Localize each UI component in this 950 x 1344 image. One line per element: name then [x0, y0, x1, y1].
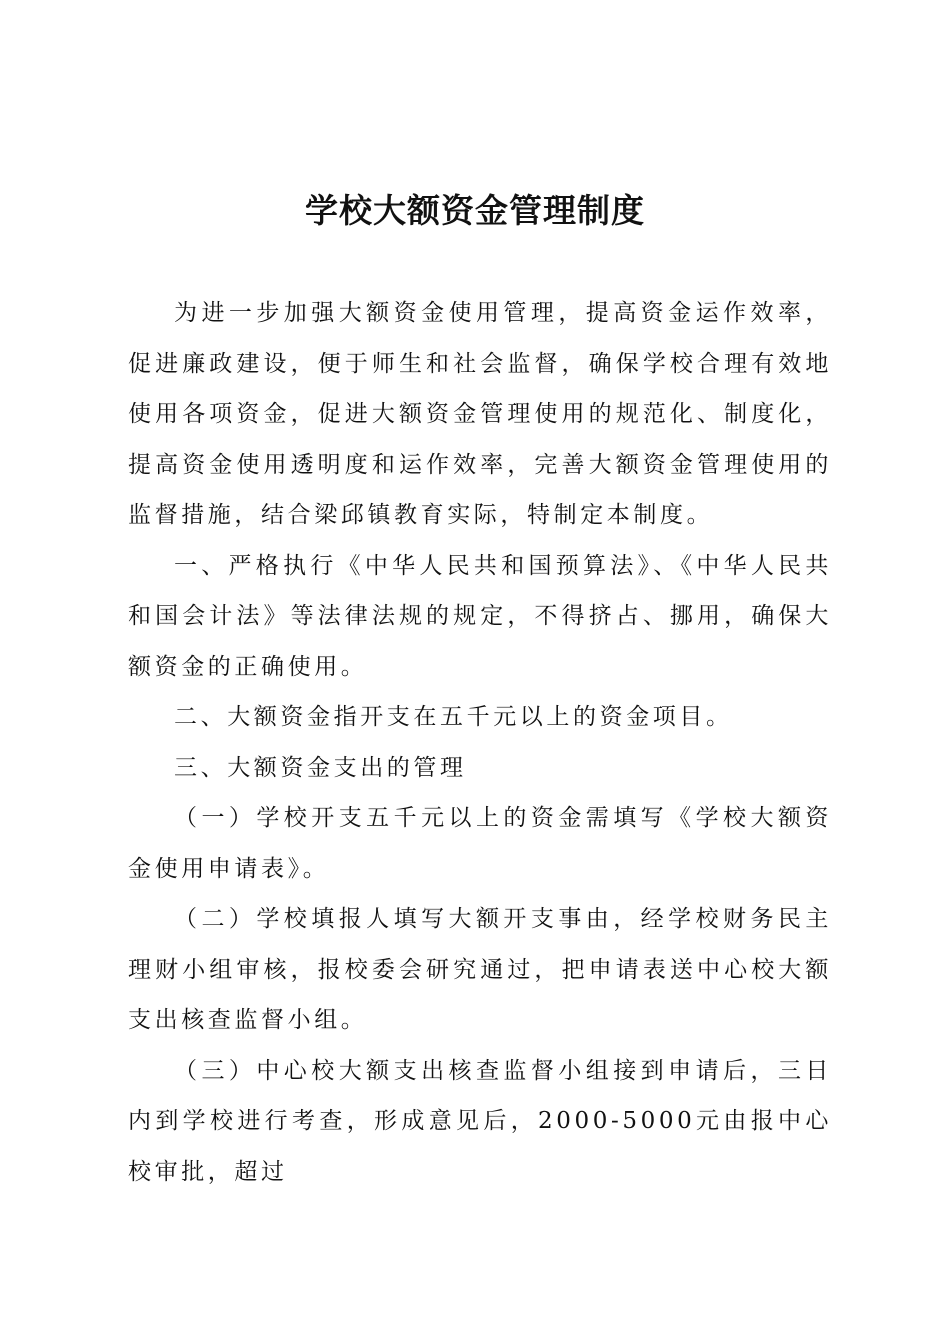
paragraph-section-3-heading: 三、大额资金支出的管理 — [174, 754, 467, 781]
document-title: 学校大额资金管理制度 — [305, 191, 645, 230]
paragraph-item-1: （一）学校开支五千元以上的资金需填写《学校大额资金使用申请表》。 — [128, 805, 832, 882]
paragraph-section-2: 二、大额资金指开支在五千元以上的资金项目。 — [174, 704, 733, 730]
document-body — [128, 288, 832, 1197]
paragraph-item-3: （三）中心校大额支出核查监督小组接到申请后，三日内到学校进行考查，形成意见后，2000-5000元由报中心校审批，超过 — [128, 1057, 832, 1185]
paragraph-item-2: （二）学校填报人填写大额开支事由，经学校财务民主理财小组审核，报校委会研究通过，把申请表送中心校大额支出核查监督小组。 — [128, 906, 832, 1033]
paragraph-section-1: 一、严格执行《中华人民共和国预算法》、《中华人民共和国会计法》等法律法规的规定，不得挤占、挪用，确保大额资金的正确使用。 — [128, 552, 832, 680]
paragraph-intro: 为进一步加强大额资金使用管理，提高资金运作效率，促进廉政建设，便于师生和社会监督，确保学校合理有效地使用各项资金，促进大额资金管理使用的规范化、制度化，提高资金使用透明度和运作效率，完善大额资金管理使用的监督措施，结合梁邱镇教育实际，特制定本制度。 — [128, 300, 832, 528]
